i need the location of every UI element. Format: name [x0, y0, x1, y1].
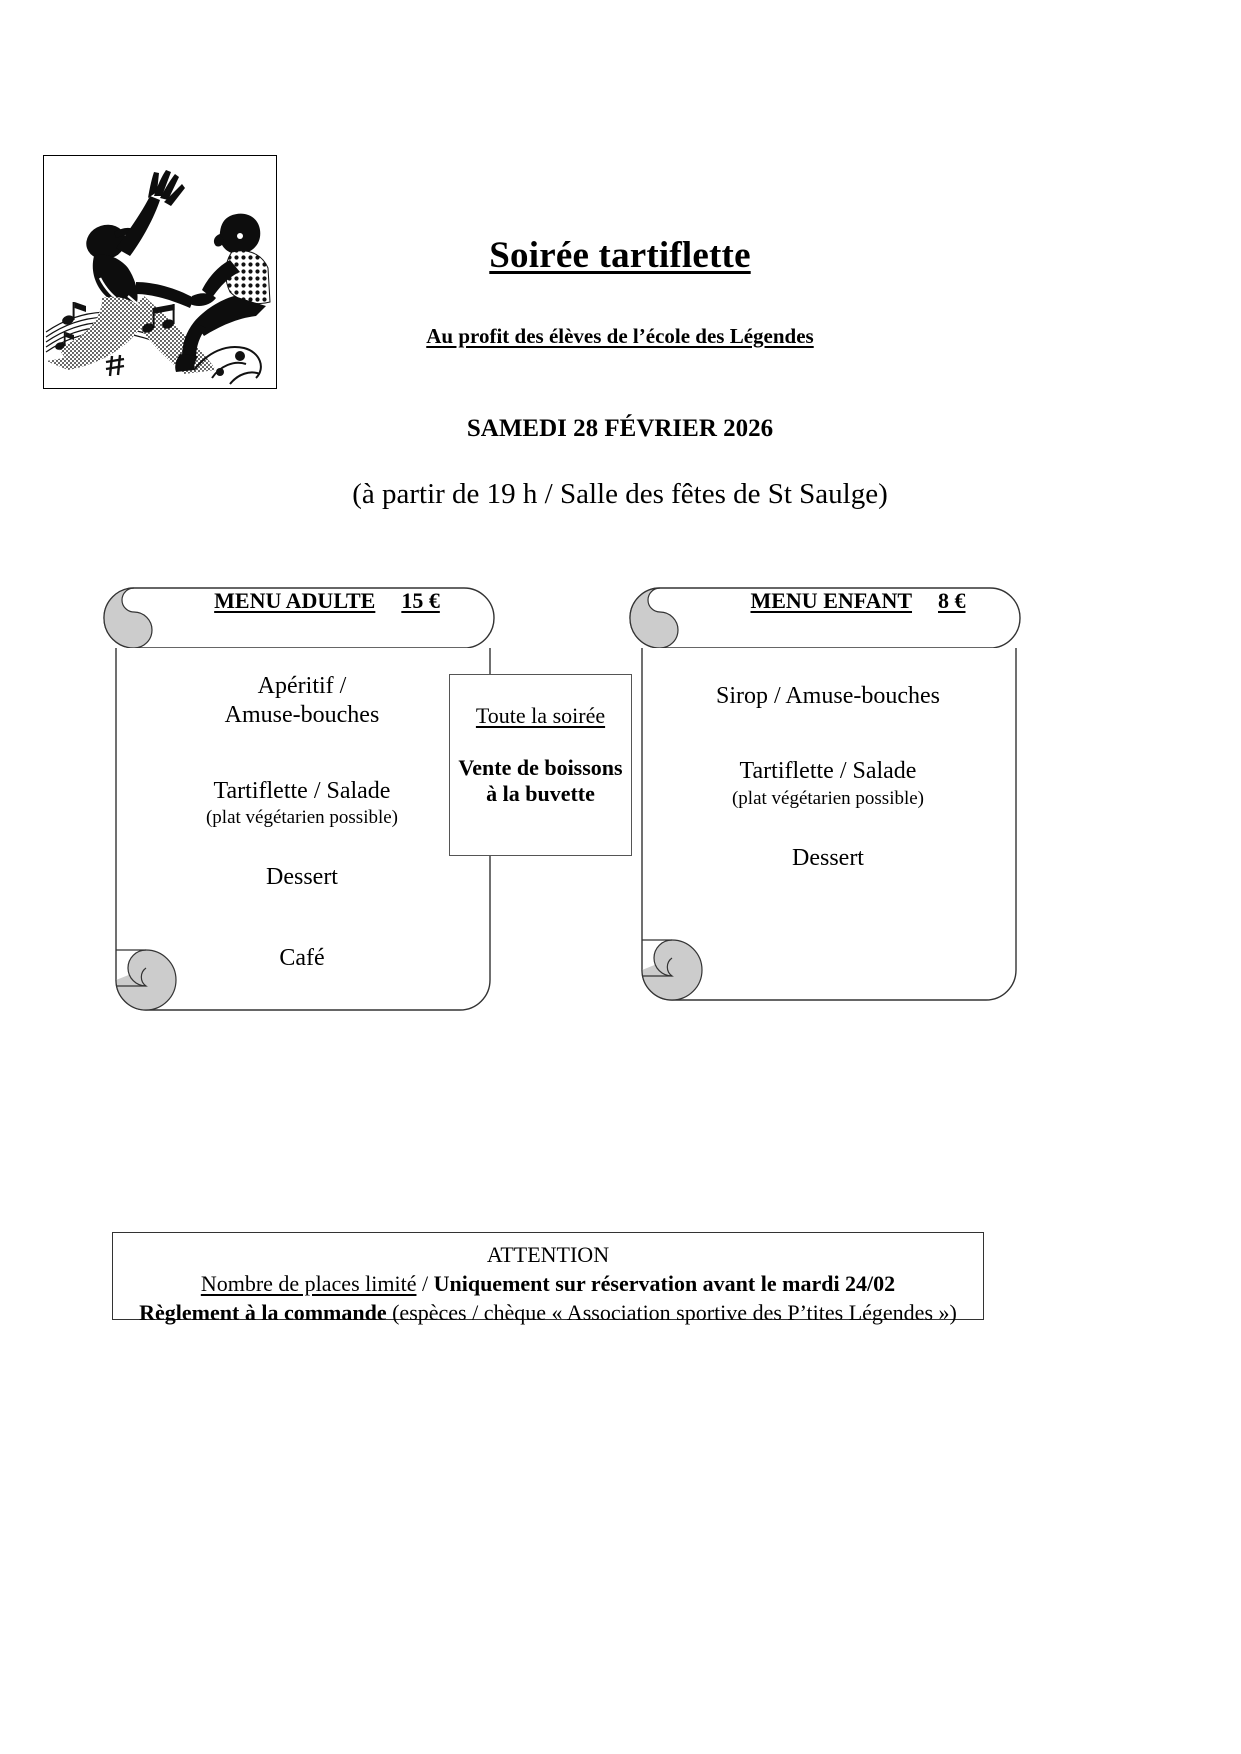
- menu-adult-item-0: Apéritif /: [257, 673, 347, 699]
- menu-adult-item-1: Amuse-bouches: [224, 702, 380, 729]
- event-venue: (à partir de 19 h / Salle des fêtes de St Saulge): [352, 478, 888, 510]
- menu-child-price: 8 €: [938, 588, 966, 613]
- event-date: SAMEDI 28 FÉVRIER 2026: [466, 415, 774, 442]
- menu-adult-price: 15 €: [401, 588, 440, 613]
- drinks-text-line1: Vente de boissons: [458, 755, 623, 780]
- menu-adult-header: [162, 588, 492, 614]
- menu-adult-item-3: (plat végétarien possible): [205, 806, 399, 828]
- menu-child-item-3: Dessert: [792, 844, 864, 871]
- menu-child-item-2: (plat végétarien possible): [731, 787, 925, 809]
- drinks-text: [450, 755, 631, 808]
- menu-adult-item-2: Tartiflette / Salade: [213, 777, 391, 804]
- menu-adult-item-4: Dessert: [266, 863, 338, 890]
- drinks-text-line2: à la buvette: [486, 781, 595, 807]
- attention-payment-details: (espèces / chèque « Association sportive des P’tites Légendes »): [386, 1300, 957, 1326]
- attention-heading: ATTENTION: [486, 1242, 610, 1267]
- menu-child-heading-text: MENU ENFANT: [750, 588, 913, 613]
- menu-child-item-0: Sirop / Amuse-bouches: [716, 683, 940, 709]
- menu-adult-items: [132, 672, 472, 974]
- attention-places-limit: Nombre de places limité: [200, 1271, 417, 1297]
- menu-child-header: [698, 588, 1018, 614]
- attention-reservation-deadline: Uniquement sur réservation avant le mardi 24/02: [433, 1271, 896, 1297]
- page-title-text: Soirée tartiflette: [489, 235, 751, 276]
- drinks-title: Toute la soirée: [475, 703, 606, 728]
- page-subtitle-text: Au profit des élèves de l’école des Légendes: [426, 324, 814, 348]
- menu-card-adult: [112, 588, 492, 1010]
- page-title: [290, 234, 950, 277]
- menu-child-items: [658, 682, 998, 873]
- attention-separator: /: [416, 1271, 434, 1297]
- attention-box: [112, 1232, 984, 1326]
- drinks-info-box: [449, 674, 632, 856]
- menu-adult-heading-text: MENU ADULTE: [214, 588, 376, 613]
- menu-card-child: [638, 588, 1018, 1000]
- page-subtitle: [290, 324, 950, 349]
- attention-line-payment: [113, 1298, 983, 1327]
- attention-line-reservation: [113, 1269, 983, 1298]
- dancers-logo-image: [43, 155, 277, 389]
- dancers-illustration: [44, 156, 276, 388]
- menu-child-item-1: Tartiflette / Salade: [739, 758, 917, 785]
- attention-payment-label: Règlement à la commande: [139, 1300, 387, 1326]
- menu-adult-item-5: Café: [279, 945, 325, 972]
